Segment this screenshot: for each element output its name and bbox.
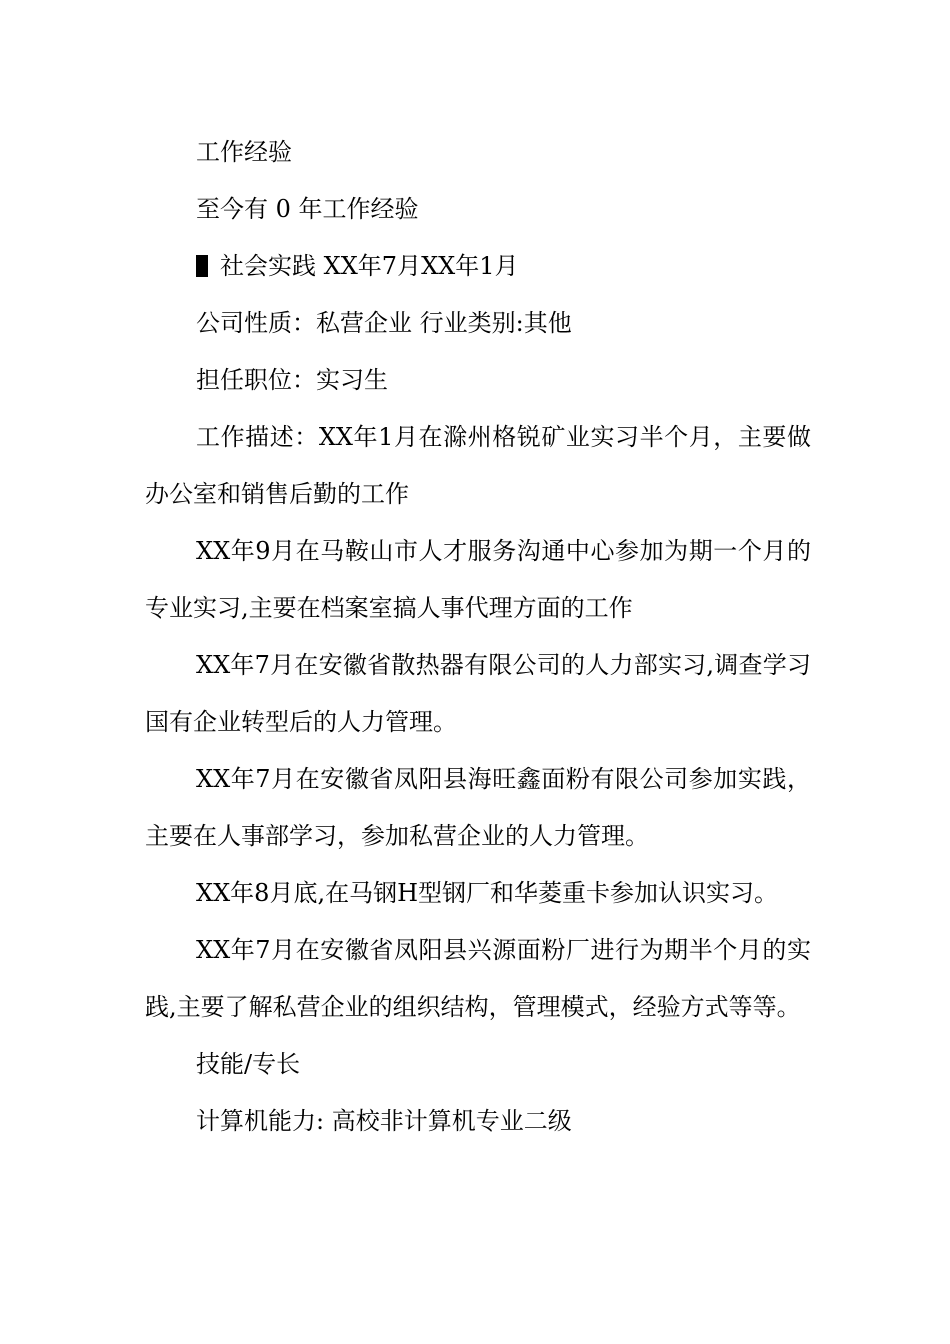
social-practice-heading bbox=[145, 238, 811, 295]
practice-item-3: XX年7月在安徽省凤阳县海旺鑫面粉有限公司参加实践，主要在人事部学习，参加私营企业的人力管理。 bbox=[145, 765, 811, 850]
work-experience-years: 至今有 0 年工作经验 bbox=[196, 195, 419, 223]
position-held: 担任职位：实习生 bbox=[196, 366, 388, 394]
practice-item-2: XX年7月在安徽省散热器有限公司的人力部实习,调查学习国有企业转型后的人力管理。 bbox=[145, 651, 811, 736]
practice-item-4: XX年8月底,在马钢H型钢厂和华菱重卡参加认识实习。 bbox=[196, 879, 778, 907]
section-heading-skills: 技能/专长 bbox=[196, 1050, 301, 1078]
company-nature: 公司性质：私营企业 行业类别:其他 bbox=[196, 309, 572, 337]
work-description: 工作描述：XX年1月在滁州格锐矿业实习半个月，主要做办公室和销售后勤的工作 bbox=[145, 423, 811, 508]
computer-skill: 计算机能力: 高校非计算机专业二级 bbox=[196, 1107, 572, 1135]
social-practice-title: 社会实践 XX年7月XX年1月 bbox=[220, 252, 519, 280]
section-heading-work-experience: 工作经验 bbox=[196, 138, 292, 166]
bullet-square-icon bbox=[196, 255, 208, 277]
practice-item-1: XX年9月在马鞍山市人才服务沟通中心参加为期一个月的专业实习,主要在档案室搞人事代理方面的工作 bbox=[145, 537, 811, 622]
practice-item-5: XX年7月在安徽省凤阳县兴源面粉厂进行为期半个月的实践,主要了解私营企业的组织结构，管理模式，经验方式等等。 bbox=[145, 936, 811, 1021]
document-body bbox=[145, 124, 811, 1150]
